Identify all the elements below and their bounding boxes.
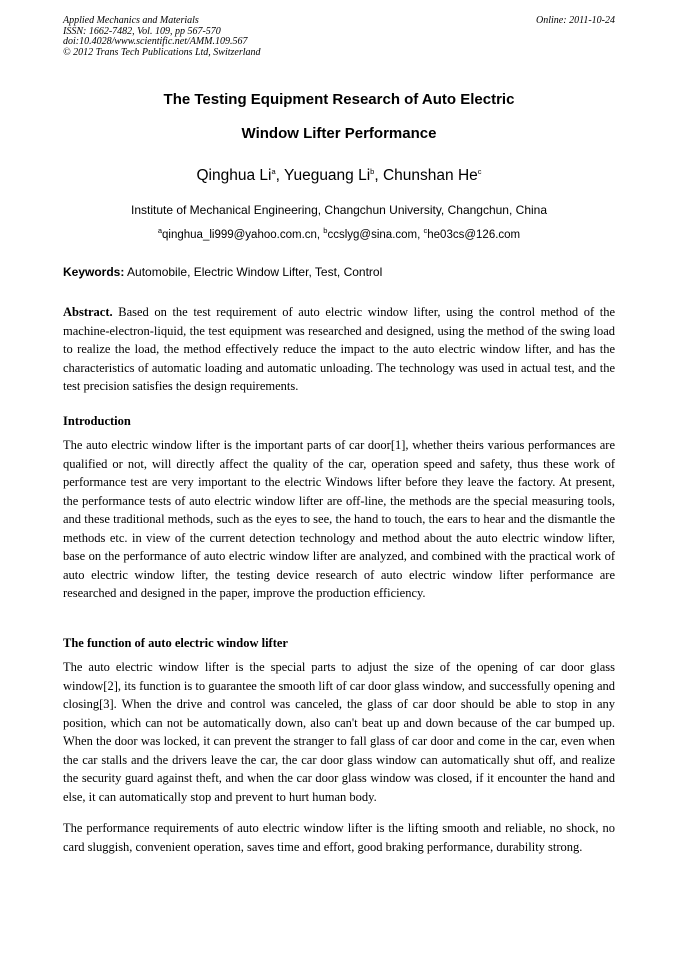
section-heading-function: The function of auto electric window lifter xyxy=(63,636,288,650)
journal-name: Applied Mechanics and Materials xyxy=(63,15,199,26)
author-separator: , xyxy=(275,167,284,184)
online-date: Online: 2011-10-24 xyxy=(536,15,615,26)
keywords-label: Keywords: xyxy=(63,265,125,279)
author-affil-mark: b xyxy=(370,166,375,176)
email-mark: a xyxy=(157,226,163,236)
paper-title-line-1: The Testing Equipment Research of Auto Electric xyxy=(163,91,515,108)
abstract-text: Based on the test requirement of auto electric window lifter, using the control method of the machine-electron-liquid, the test equipment was researched and designed, using the method of the swing load to realize the load, the method effectively reduce the impact to the auto electric window lifter, and has the characteristics of automatic loading and automatic unloading. The technology was used in actual test, and the test precision satisfies the design requirements. xyxy=(63,305,615,393)
performance-paragraph: The performance requirements of auto electric window lifter is the lifting smooth and reliable, no shock, no card sluggish, convenient operation, saves time and effort, good braking performance, durability strong. xyxy=(63,821,615,854)
issn-line: ISSN: 1662-7482, Vol. 109, pp 567-570 xyxy=(63,25,221,37)
journal-header xyxy=(63,16,615,58)
email-list xyxy=(63,227,615,243)
author-affil-mark: c xyxy=(477,166,482,176)
email-separator: , xyxy=(417,229,424,241)
function-paragraph: The auto electric window lifter is the special parts to adjust the size of the opening of car door glass window[2], its function is to guarantee the smooth lift of car door glass window, and successfully opening and closing[3]. When the drive and control was canceled, the glass of car door should be able to stop in any position, which can not be automatically down, also can't beat up and down because of the car bumped up. When the door was locked, it can prevent the stranger to fall glass of car door and come in the car, even when the car stalls and the drivers leave the car, the car door glass window can automatically shut off, and realize the security guard against theft, and when the car door glass window was closed, if it encounter the hand and else, it can automatically stop and prevent to hurt human body. xyxy=(63,660,615,804)
institution: Institute of Mechanical Engineering, Changchun University, Changchun, China xyxy=(130,203,548,217)
author-name: Chunshan He xyxy=(382,167,478,184)
email-address[interactable]: he03cs@126.com xyxy=(427,229,521,241)
email-address[interactable]: qinghua_li999@yahoo.com.cn xyxy=(162,229,317,241)
abstract-label: Abstract. xyxy=(63,305,113,319)
doi-line: doi:10.4028/www.scientific.net/AMM.109.567 xyxy=(63,36,248,47)
email-separator: , xyxy=(316,229,324,241)
author-name: Yueguang Li xyxy=(283,167,371,184)
author-name: Qinghua Li xyxy=(196,167,272,184)
email-address[interactable]: ccslyg@sina.com xyxy=(327,229,418,241)
author-list xyxy=(63,166,615,186)
abstract xyxy=(63,303,615,396)
author-separator: , xyxy=(374,167,383,184)
author-affil-mark: a xyxy=(271,166,276,176)
introduction-paragraph: The auto electric window lifter is the important parts of car door[1], whether theirs various performances are qualified or not, will directly affect the quality of the car, operation speed and safety, thus these work of performance test are very important to the electric Windows lifter before they leave the factory. At present, the performance tests of auto electric window lifter are off-line, the methods are the special measuring tools, and these traditional methods, such as the eyes to see, the hand to touch, the ears to hear and the dismantle the methods etc. in view of the current detection technology and method about the auto electric window lifter, base on the performance of auto electric window lifter are analyzed, and combined with the practical work of auto electric window lifter, the testing device research of auto electric window lifter performance are researched and designed in the paper, improve the production efficiency. xyxy=(63,438,615,600)
keywords xyxy=(63,264,615,280)
section-heading-introduction: Introduction xyxy=(63,414,131,428)
copyright-line: © 2012 Trans Tech Publications Ltd, Switzerland xyxy=(63,46,261,58)
keywords-text: Automobile, Electric Window Lifter, Test, Control xyxy=(127,265,383,279)
paper-title-line-2: Window Lifter Performance xyxy=(241,125,437,142)
email-mark: b xyxy=(323,226,328,236)
email-mark: c xyxy=(423,226,428,236)
